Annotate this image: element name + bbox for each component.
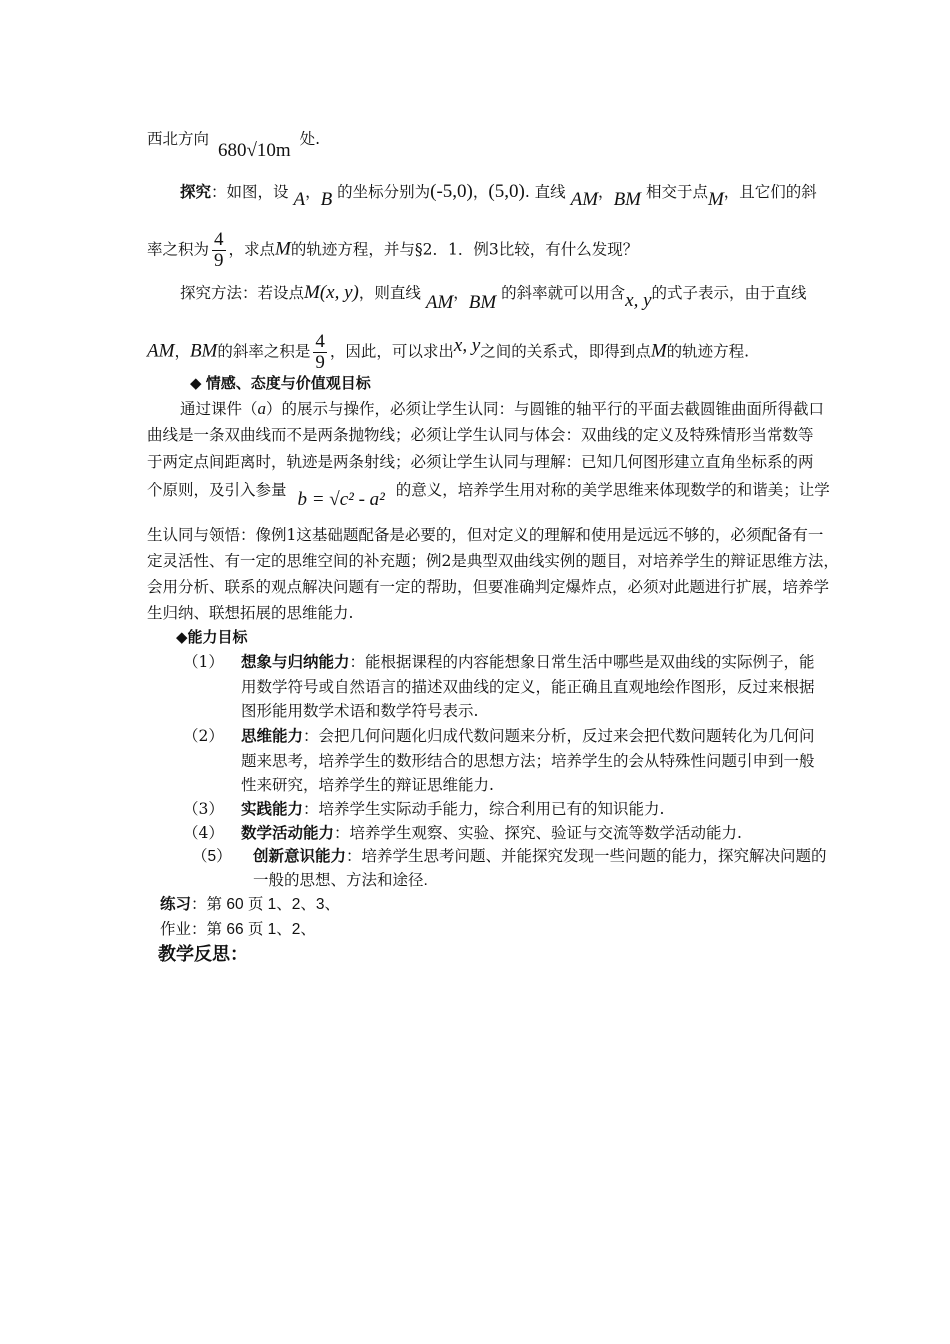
emotion-p5: 生认同与领悟：像例1这基础题配备是必要的，但对定义的理解和使用是远远不够的，必须配备有一 — [147, 526, 824, 544]
ability-item-3-num: （3） — [183, 800, 224, 818]
formula-b: b = √c² - a² — [297, 489, 385, 510]
fraction-4-9-b — [313, 332, 327, 373]
explore-line-2 — [147, 230, 638, 271]
fraction-4-9 — [212, 230, 226, 271]
vars-xy-2: x, y — [453, 334, 481, 356]
math-distance: 680√10m — [217, 140, 291, 161]
ability-item-3-text-0: ：培养学生实际动手能力，综合利用已有的知识能力. — [303, 800, 665, 818]
explore-label: 探究 — [180, 182, 212, 201]
ability-item-2-line-1 — [241, 725, 815, 747]
explore-text-f: 率之积为 — [147, 240, 210, 259]
coord-A: (-5,0) — [430, 181, 473, 202]
ability-item-4-text-0: ：培养学生观察、实验、探究、验证与交流等数学活动能力. — [334, 824, 742, 842]
ability-item-1-line-1 — [241, 651, 815, 673]
explore-text-h: 的轨迹方程，并与§2．1．例3比较，有什么发现？ — [290, 240, 639, 259]
var-a: a — [257, 399, 267, 418]
emotion-p3: 于两定点间距离时，轨迹是两条射线；必须让学生认同与理解：已知几何图形建立直角坐标系的两 — [147, 453, 814, 471]
explore-text-c: . 直线 — [524, 183, 566, 201]
ability-item-2-title: 思维能力 — [241, 726, 304, 745]
point-M-3: M — [650, 340, 667, 362]
ability-item-4-num: （4） — [183, 824, 224, 842]
method-text-d: 的式子表示，由于直线 — [651, 284, 807, 302]
line-BM: BM — [613, 189, 641, 210]
ability-item-1-num: （1） — [183, 653, 224, 671]
line1-prefix: 西北方向 — [147, 130, 210, 148]
ability-item-4-line-1 — [241, 822, 742, 844]
method-text-c: 的斜率就可以用含 — [501, 284, 626, 302]
emotion-p4-b: 的意义，培养学生用对称的美学思维来体现数学的和谐美；让学 — [395, 481, 830, 499]
ability-item-2-line-2: 题来思考，培养学生的数形结合的思想方法；培养学生的会从特殊性问题引申到一般 — [241, 752, 815, 770]
fraction-numerator: 4 — [214, 229, 224, 250]
explore-text-a: ：如图，设 — [211, 183, 289, 201]
ability-item-2-num: （2） — [183, 727, 224, 745]
method-text-b: ，则直线 — [358, 284, 421, 302]
homework-line — [160, 919, 316, 941]
homework-label: 作业 — [160, 921, 192, 938]
ability-heading: ◆能力目标 — [176, 629, 248, 646]
line-1 — [147, 128, 321, 161]
method-text-f: ，因此，可以求出 — [329, 342, 454, 361]
ability-item-1-line-2: 用数学符号或自然语言的描述双曲线的定义，能正确且直观地绘作图形，反过来根据 — [241, 678, 815, 696]
method-text-a: 探究方法：若设点 — [180, 284, 305, 302]
ability-item-1-title: 想象与归纳能力 — [241, 652, 350, 671]
line-BM-3: BM — [189, 340, 218, 362]
ability-item-1-line-3: 图形能用数学术语和数学符号表示. — [241, 702, 479, 720]
explore-text-b: 的坐标分别为 — [337, 183, 431, 201]
emotion-p6: 定灵活性、有一定的思维空间的补充题；例2是典型双曲线实例的题目，对培养学生的辩证思维方法， — [147, 552, 839, 570]
emotion-p7: 会用分析、联系的观点解决问题有一定的帮助，但要准确判定爆炸点，必须对此题进行扩展，培养学 — [147, 578, 830, 596]
line-BM-2: BM — [468, 292, 497, 313]
practice-label: 练习 — [160, 896, 192, 913]
ability-item-5-line-1 — [253, 846, 827, 868]
explore-text-d: 相交于点 — [645, 183, 708, 201]
emotion-p2: 曲线是一条双曲线而不是两条抛物线；必须让学生认同与体会：双曲线的定义及特殊情形当常数等 — [147, 426, 814, 444]
practice-text: ：第 60 页 1、2、3、 — [191, 896, 341, 913]
explore-line-1: 探究：如图，设 A，B 的坐标分别为(-5,0)，(5,0). 直线 AM，BM 相交于点M，且它们的斜 — [180, 181, 817, 210]
vars-xy: x, y — [625, 290, 652, 311]
ability-item-3-title: 实践能力 — [241, 799, 304, 818]
fraction-denominator-b: 9 — [315, 352, 325, 373]
emotion-p8: 生归纳、联想拓展的思维能力. — [147, 604, 354, 622]
point-M: M — [707, 189, 724, 210]
point-M-2: M — [275, 238, 291, 260]
method-line-2: AM，BM的斜率之积是 $\frac{4}{9}$ ，因此，可以求出x, y之间的关系式，即得到点M的轨迹方程. — [147, 331, 750, 373]
fraction-numerator-b: 4 — [315, 331, 325, 352]
line-AM: AM — [570, 189, 599, 210]
line-AM-3: AM — [147, 340, 175, 362]
point-B: B — [320, 189, 333, 210]
emotion-p1-a: 通过课件（ — [180, 400, 258, 418]
emotion-p4-a: 个原则，及引入参量 — [147, 481, 287, 499]
ability-item-3-line-1 — [241, 798, 664, 820]
line-AM-2: AM — [425, 292, 454, 313]
method-line-1: 探究方法：若设点M(x, y)，则直线 AM，BM 的斜率就可以用含x, y的式子表示，由于直线 — [180, 282, 807, 313]
fraction-denominator: 9 — [214, 250, 224, 271]
practice-line — [160, 894, 340, 916]
point-Mxy: M(x, y) — [304, 282, 359, 303]
coord-B: (5,0) — [488, 181, 525, 202]
ability-item-4-title: 数学活动能力 — [241, 823, 335, 842]
explore-text-g: ，求点 — [228, 240, 276, 259]
point-A: A — [293, 189, 306, 210]
ability-item-5-num: （5） — [192, 848, 232, 865]
method-text-g: 之间的关系式，即得到点 — [480, 342, 651, 361]
ability-item-2-line-3: 性来研究，培养学生的辩证思维能力. — [241, 776, 494, 794]
ability-item-5-title: 创新意识能力 — [253, 848, 347, 865]
reflection-heading: 教学反思： — [158, 944, 248, 964]
emotion-heading: ◆ 情感、态度与价值观目标 — [190, 375, 371, 392]
homework-text: ：第 66 页 1、2、 — [191, 921, 316, 938]
method-text-e: 的斜率之积是 — [217, 342, 311, 361]
ability-item-1-text-0: ：能根据课程的内容能想象日常生活中哪些是双曲线的实际例子，能 — [349, 653, 815, 671]
ability-item-5-line-2: 一般的思想、方法和途径. — [253, 872, 428, 889]
emotion-p1-b: ）的展示与操作，必须让学生认同：与圆锥的轴平行的平面去截圆锥曲面所得截口 — [266, 400, 825, 418]
explore-text-e: ，且它们的斜 — [723, 183, 817, 201]
emotion-p4 — [147, 479, 830, 510]
method-text-h: 的轨迹方程. — [666, 342, 750, 361]
emotion-p1 — [180, 398, 824, 420]
line1-suffix: 处. — [299, 130, 321, 148]
ability-item-2-text-0: ：会把几何问题化归成代数问题来分析，反过来会把代数问题转化为几何问 — [303, 727, 815, 745]
ability-item-5-text-0: ：培养学生思考问题、并能探究发现一些问题的能力，探究解决问题的 — [346, 848, 827, 865]
